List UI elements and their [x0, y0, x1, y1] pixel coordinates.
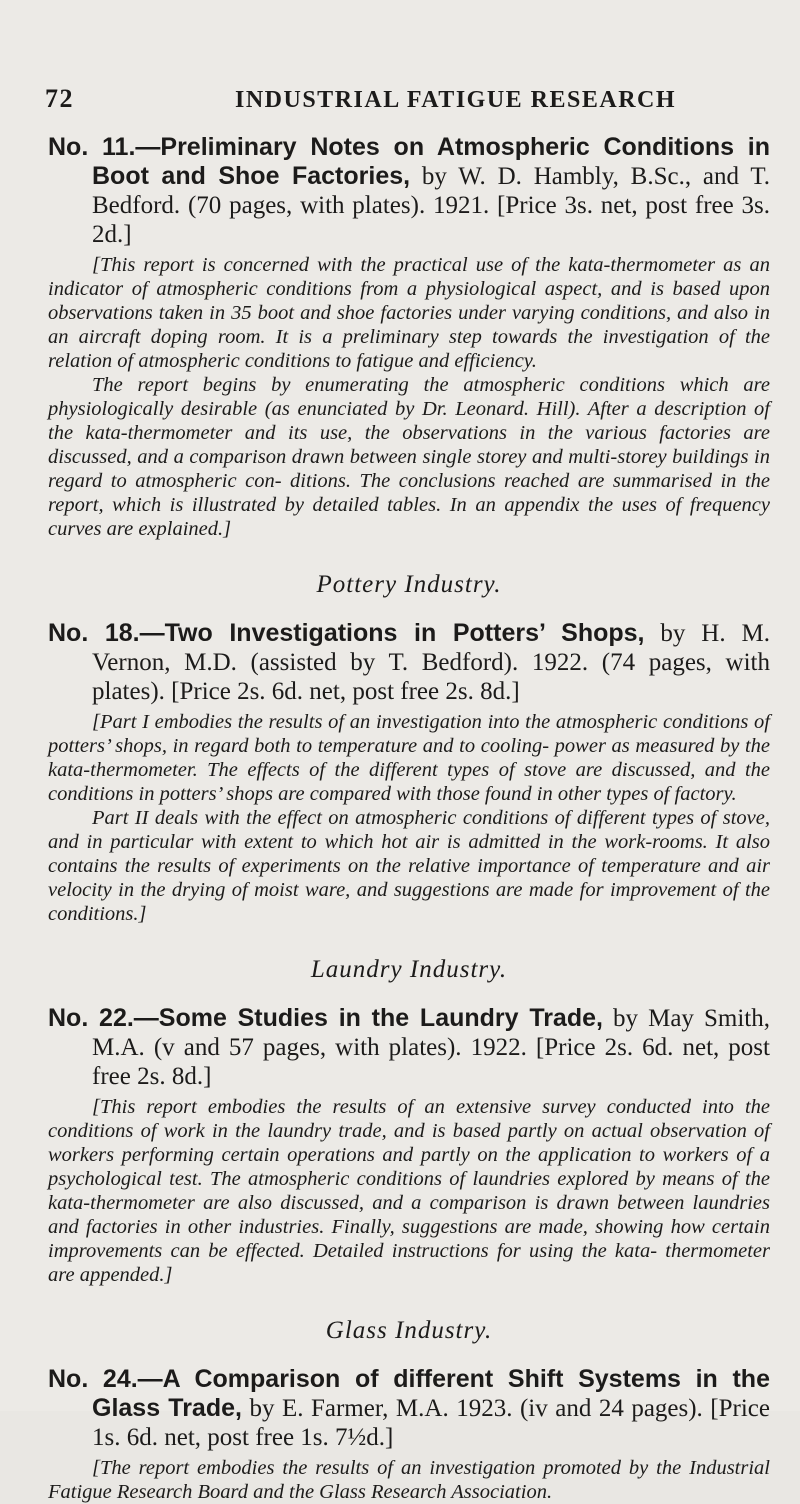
entry-byline: by E. Farmer, M.A. — [241, 1395, 449, 1422]
entry-byline: by H. M. Vernon, M.D. (assisted by T. Bedford). — [92, 620, 770, 676]
entry-heading — [48, 619, 770, 706]
section-title-laundry: Laundry Industry. — [310, 956, 508, 983]
entry-publication-info: (v and 57 pages, with plates). 1922. [Price 2s. 6d. net, post free 2s. 8d.] — [92, 1034, 770, 1090]
running-title: INDUSTRIAL FATIGUE RESEARCH — [235, 87, 677, 113]
entry-abstract-paragraph: [The report embodies the results of an investigation promoted by the Industrial Fatigue Research Board and the Glass Research Association. — [48, 1457, 770, 1503]
entry-abstract-paragraph: Part II deals with the effect on atmospheric conditions of different types of stove, and in particular with extent to which hot air is admitted in the work-rooms. It also contains the results of experiments on the relative importance of temperature and air velocity in the drying of moist ware, and suggestions are made for improvement of the conditions.] — [48, 807, 770, 925]
entry-publication-info: (70 pages, with plates). 1921. [Price 3s. net, post free 3s. 2d.] — [92, 192, 770, 248]
section-title-glass: Glass Industry. — [325, 1317, 493, 1344]
entry-abstract-paragraph: [This report embodies the results of an extensive survey conducted into the conditions of work in the laundry trade, and is based partly on actual observation of workers performing certain operations and partly on the application to workers of a psychological test. The atmospheric conditions of laundries explored by means of the kata-thermometer are also discussed, and a comparison is drawn between laundries and factories in other industries. Finally, suggestions are made, showing how certain improvements can be effected. Detailed instructions for using the kata- thermometer are appended.] — [48, 1096, 770, 1286]
entry-title: No. 18.—Two Investigations in Potters’ Shops, — [48, 619, 645, 647]
entry-abstract-paragraph: [This report is concerned with the practical use of the kata-thermometer as an indicator of atmospheric conditions from a physiological aspect, and is based upon observations taken in 35 boot and shoe factories under varying conditions, and also in an aircraft doping room. It is a preliminary step towards the investigation of the relation of atmospheric conditions to fatigue and efficiency. — [48, 254, 770, 372]
page-number: 72 — [45, 84, 74, 113]
report-entry-24 — [48, 1365, 770, 1504]
entry-heading — [48, 1365, 770, 1452]
section-title-pottery: Pottery Industry. — [316, 571, 502, 598]
entry-heading — [48, 1004, 770, 1091]
entry-abstract-paragraph: The report begins by enumerating the atmospheric conditions which are physiologically desirable (as enunciated by Dr. Leonard. Hill). After a description of the kata-thermometer and its use, the observations in the various factories are discussed, and a comparison drawn between single storey and multi-storey buildings in regard to atmospheric con- ditions. The conclusions reached are summarised in the report, which is illustrated by detailed tables. In an appendix the uses of frequency curves are explained.] — [48, 374, 770, 540]
report-entry-11 — [48, 133, 770, 541]
entry-title: No. 24.—A Comparison of different Shift Systems in the Glass Trade, — [48, 1365, 770, 1422]
running-header — [45, 84, 765, 114]
entry-title: No. 22.—Some Studies in the Laundry Trade, — [48, 1004, 603, 1032]
report-entry-22 — [48, 1004, 770, 1287]
entry-publication-info: 1923. (iv and 24 pages). [Price 1s. 6d. net, post free 1s. 7½d.] — [92, 1395, 771, 1451]
entry-abstract-paragraph: [Part I embodies the results of an investigation into the atmospheric conditions of potters’ shops, in regard both to temperature and to cooling- power as measured by the kata-thermometer. The effects of the different types of stove are discussed, and the conditions in potters’ shops are compared with those found in other types of factory. — [48, 711, 770, 805]
entry-byline: by W. D. Hambly, B.Sc., and T. Bedford. — [92, 163, 771, 219]
entry-title: No. 11.—Preliminary Notes on Atmospheric Conditions in Boot and Shoe Factories, — [48, 133, 770, 190]
entry-byline: by May Smith, M.A. — [92, 1005, 770, 1061]
entry-publication-info: 1922. (74 pages, with plates). [Price 2s. 6d. net, post free 2s. 8d.] — [92, 649, 770, 705]
entry-heading — [48, 133, 770, 249]
page-content — [48, 133, 770, 1504]
report-entry-18 — [48, 619, 770, 926]
